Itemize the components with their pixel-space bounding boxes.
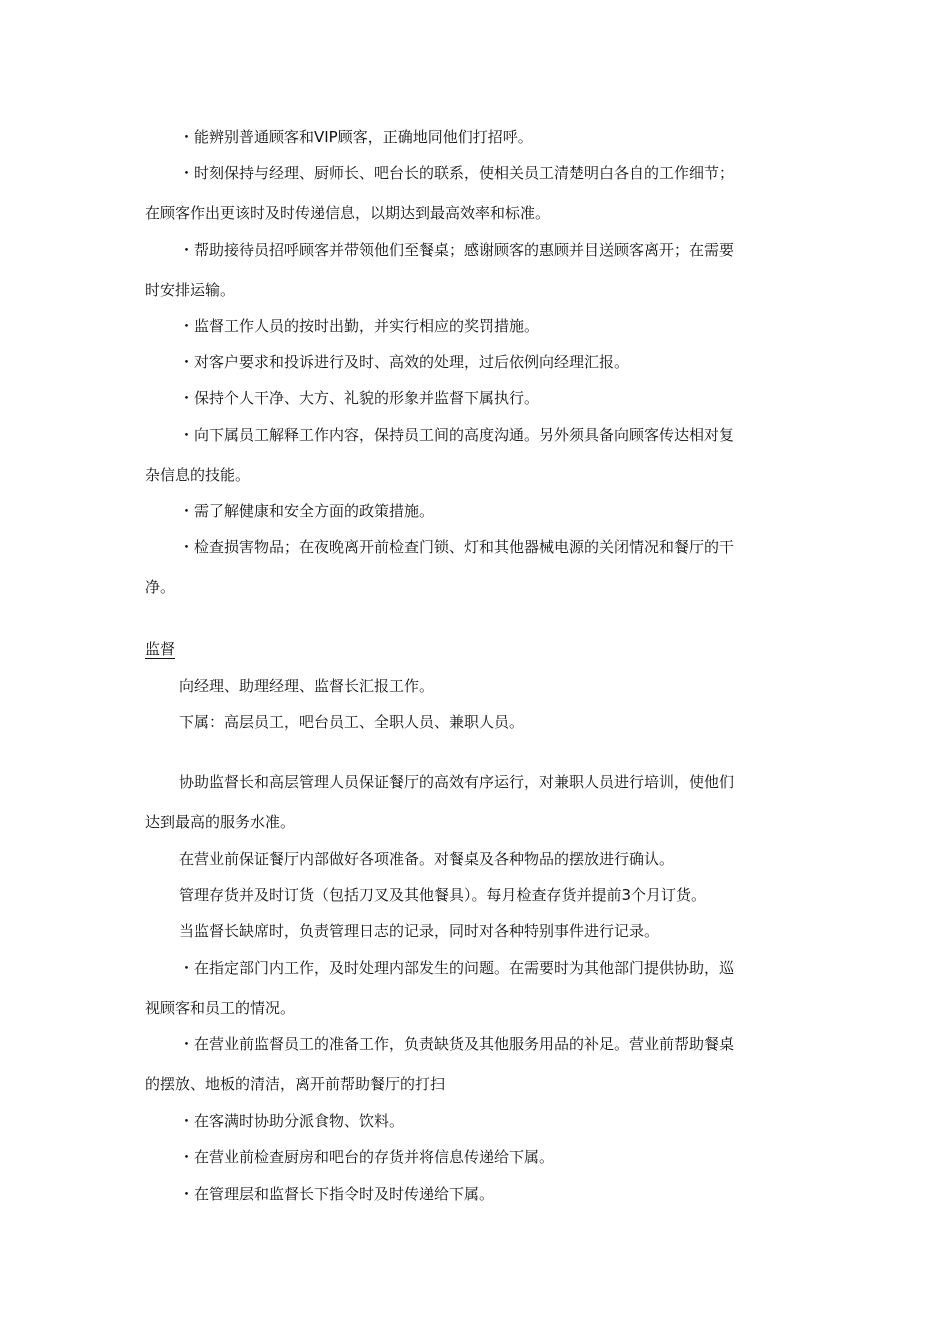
duty-item-3-continued: 时安排运输。 (145, 281, 236, 299)
responsibility-6-continued: 的摆放、地板的清洁，离开前帮助餐厅的打扫 (145, 1075, 446, 1093)
duty-item-7-continued: 杂信息的技能。 (145, 466, 251, 484)
section-heading: 监督 (145, 640, 176, 658)
duty-item-8: ・需了解健康和安全方面的政策措施。 (179, 502, 435, 520)
responsibility-5: ・在指定部门内工作，及时处理内部发生的问题。在需要时为其他部门提供协助，巡 (179, 959, 735, 977)
responsibility-5-continued: 视顾客和员工的情况。 (145, 999, 296, 1017)
responsibility-8: ・在营业前检查厨房和吧台的存货并将信息传递给下属。 (179, 1148, 555, 1166)
responsibility-6: ・在营业前监督员工的准备工作，负责缺货及其他服务用品的补足。营业前帮助餐桌 (179, 1035, 735, 1053)
subordinates-line: 下属：高层员工，吧台员工、全职人员、兼职人员。 (179, 713, 525, 731)
responsibility-1-continued: 达到最高的服务水准。 (145, 813, 296, 831)
duty-item-9: ・检查损害物品；在夜晚离开前检查门锁、灯和其他器械电源的关闭情况和餐厅的干 (179, 538, 735, 556)
responsibility-4: 当监督长缺席时，负责管理日志的记录，同时对各种特别事件进行记录。 (179, 922, 660, 940)
duty-item-6: ・保持个人干净、大方、礼貌的形象并监督下属执行。 (179, 389, 540, 407)
duty-item-2: ・时刻保持与经理、厨师长、吧台长的联系，使相关员工清楚明白各自的工作细节； (179, 164, 735, 182)
duty-item-4: ・监督工作人员的按时出勤，并实行相应的奖罚措施。 (179, 317, 540, 335)
responsibility-9: ・在管理层和监督长下指令时及时传递给下属。 (179, 1185, 495, 1203)
duty-item-5: ・对客户要求和投诉进行及时、高效的处理，过后依例向经理汇报。 (179, 353, 630, 371)
responsibility-7: ・在客满时协助分派食物、饮料。 (179, 1112, 405, 1130)
responsibility-3: 管理存货并及时订货（包括刀叉及其他餐具）。每月检查存货并提前3个月订货。 (179, 886, 707, 904)
report-to-line: 向经理、助理经理、监督长汇报工作。 (179, 677, 435, 695)
duty-item-7: ・向下属员工解释工作内容，保持员工间的高度沟通。另外须具备向顾客传达相对复 (179, 426, 735, 444)
duty-item-9-continued: 净。 (145, 578, 176, 596)
duty-item-2-continued: 在顾客作出更该时及时传递信息，以期达到最高效率和标准。 (145, 204, 551, 222)
responsibility-2: 在营业前保证餐厅内部做好各项准备。对餐桌及各种物品的摆放进行确认。 (179, 850, 675, 868)
responsibility-1: 协助监督长和高层管理人员保证餐厅的高效有序运行，对兼职人员进行培训，使他们 (179, 773, 735, 791)
duty-item-1: ・能辨别普通顾客和VIP顾客，正确地同他们打招呼。 (179, 128, 533, 146)
duty-item-3: ・帮助接待员招呼顾客并带领他们至餐桌；感谢顾客的惠顾并目送顾客离开；在需要 (179, 241, 735, 259)
